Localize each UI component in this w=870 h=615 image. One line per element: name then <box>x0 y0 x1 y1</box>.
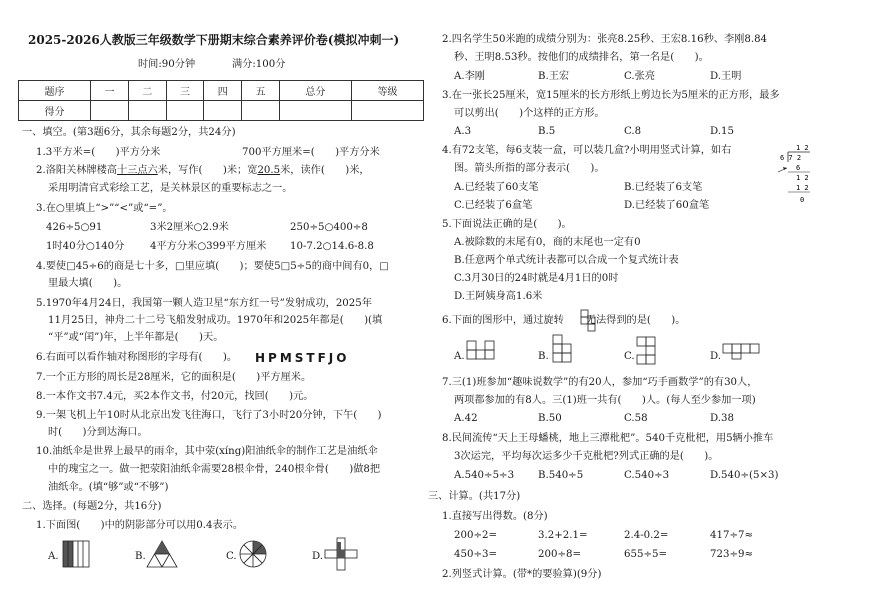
score-cell[interactable] <box>279 101 351 121</box>
option: B.王宏 <box>538 71 570 82</box>
question-text: 6.右面可以看作轴对称图形的字母有( )。 <box>36 352 238 363</box>
option: A.42 <box>454 413 478 424</box>
option: D.15 <box>710 126 735 137</box>
option: D.王明 <box>710 71 742 82</box>
score-table-row <box>19 101 424 121</box>
question-text: 1.下面图( )中的阴影部分可以用0.4表示。 <box>36 520 244 531</box>
question-text <box>442 314 685 328</box>
division-digit: 6 7 2 <box>780 154 802 162</box>
option: A.已经装了60支笔 <box>454 182 539 193</box>
score-table-header: 一 <box>91 81 129 101</box>
option: B.50 <box>538 413 562 424</box>
striped-square-figure <box>62 540 90 568</box>
question-text: 3.在○里填上“>”“<”或“=”。 <box>36 203 173 214</box>
compare-item: 1时40分○140分 <box>46 241 125 252</box>
option-label: D. <box>710 351 722 362</box>
question-text: “平”或“闰”)年，上半年都是( )天。 <box>48 332 224 343</box>
question-text: 5.下面说法正确的是( )。 <box>442 219 572 230</box>
question-text: 2.洛阳关林牌楼高 <box>36 165 118 176</box>
score-table <box>18 80 424 121</box>
division-digit: 1 2 <box>796 184 809 192</box>
option-label: B. <box>538 351 549 362</box>
shape-option-d <box>722 343 762 361</box>
option: C.已经装了6盒笔 <box>454 200 533 211</box>
question-text: 1.直接写出得数。(8分) <box>442 511 548 522</box>
compare-item: 250÷5○400÷8 <box>290 222 368 233</box>
score-table-header: 等级 <box>351 81 423 101</box>
score-table-header: 五 <box>242 81 280 101</box>
circle-figure <box>238 539 268 569</box>
option: B.540÷5 <box>538 470 584 481</box>
question-text: 4.有72支笔，每6支装一盒，可以装几盒?小明用竖式计算，如右 <box>442 145 732 156</box>
calc-item: 723÷9≈ <box>710 549 753 560</box>
calc-item: 450÷3= <box>454 549 497 560</box>
option: D.540÷(5×3) <box>710 470 779 481</box>
calc-item: 200÷2= <box>454 530 497 541</box>
shape-option-a <box>466 340 502 364</box>
score-table-header: 总分 <box>279 81 351 101</box>
exam-full-score: 满分:100分 <box>232 59 286 70</box>
question-text: 里最大填( )。 <box>48 278 128 289</box>
calc-item: 3.2+2.1= <box>538 530 588 541</box>
compare-item: 3米2厘米○2.9米 <box>150 222 229 233</box>
question-text: 10.油纸伞是世界上最早的雨伞，其中荥(xíng)阳油纸伞的制作工艺是油纸伞 <box>36 446 378 457</box>
option: A.被除数的末尾有0，商的末尾也一定有0 <box>454 237 641 248</box>
option: C.3月30日的24时就是4月1日的0时 <box>454 273 619 284</box>
question-text: 9.一架飞机上午10时从北京出发飞往海口，飞行了3小时20分钟，下午( ) <box>36 410 382 421</box>
shape-option-b <box>552 334 578 368</box>
question-text: 图。箭头所指的部分表示( )。 <box>454 163 605 174</box>
triangle-figure <box>146 540 178 568</box>
question-text: 8.民间流传“天上王母蟠桃，地上三潭枇杷”。540千克枇杷，用5辆小推车 <box>442 433 774 444</box>
option-label: C. <box>226 551 237 562</box>
exam-time: 时间:90分钟 <box>138 59 196 70</box>
underlined-text: 20.5 <box>257 165 281 176</box>
underlined-text: 十三点六 <box>117 165 158 176</box>
division-digit: 1 2 <box>796 174 809 182</box>
calc-item: 2.4-0.2= <box>624 530 669 541</box>
question-text: 4.要使□45÷6的商是七十多，□里应填( )；要使5□5÷5的商中间有0，□ <box>36 261 389 272</box>
calc-item: 417÷7≈ <box>710 530 753 541</box>
option-label: C. <box>624 351 635 362</box>
option: D.王阿姨身高1.6米 <box>454 291 543 302</box>
question-text: 中的瑰宝之一。做一把荥阳油纸伞需要28根伞骨，240根伞骨( )做8把 <box>48 464 381 475</box>
long-division-figure <box>778 142 812 210</box>
section-heading: 一、填空。(第3题6分，其余每题2分，共24分) <box>22 127 236 138</box>
option: D.38 <box>710 413 735 424</box>
option: B.已经装了6支笔 <box>624 182 703 193</box>
letters-display: HPMSTFJO <box>255 351 350 365</box>
division-digit: 0 <box>800 196 805 204</box>
score-cell[interactable] <box>166 101 204 121</box>
option: B.5 <box>538 126 556 137</box>
option: C.8 <box>624 126 642 137</box>
cross-figure <box>324 537 358 571</box>
score-table-header: 三 <box>166 81 204 101</box>
question-text: 3.在一张长25厘米，宽15厘米的长方形纸上剪边长为5厘米的正方形，最多 <box>442 90 780 101</box>
option: C.540÷3 <box>624 470 670 481</box>
score-cell[interactable] <box>351 101 423 121</box>
option: C.58 <box>624 413 648 424</box>
option: A.3 <box>454 126 472 137</box>
question-text: 时( )分到达海口。 <box>48 427 148 438</box>
question-text: 700平方厘米=( )平方分米 <box>242 147 380 158</box>
page-title: 2025-2026人教版三年级数学下册期末综合素养评价卷(模拟冲刺一) <box>28 33 400 47</box>
division-digit: 6 <box>796 164 801 172</box>
question-text: 8.一本作文书7.4元，买2本作文书，付20元，找回( )元。 <box>36 391 314 402</box>
score-table-header-row <box>19 81 424 101</box>
score-table-header: 二 <box>128 81 166 101</box>
question-text: 两项都参加的有8人。三(1)班一共有( )人。(每人至少参加一项) <box>454 395 756 406</box>
question-text: 3次运完，平均每次运多少千克枇杷?列式正确的是( )。 <box>454 451 719 462</box>
score-row-label: 得分 <box>19 101 91 121</box>
question-text: 米，读作( )米， <box>280 165 370 176</box>
section-heading: 三、计算。(共17分) <box>428 491 521 502</box>
question-text: 无法得到的是( )。 <box>585 315 686 326</box>
option-label: A. <box>454 351 465 362</box>
question-text: 2.列竖式计算。(带*的要验算)(9分) <box>442 569 602 580</box>
score-table-header: 题序 <box>19 81 91 101</box>
question-text: 6.下面的图形中，通过旋转 <box>442 315 564 326</box>
score-table-header: 四 <box>204 81 242 101</box>
compare-item: 4平方分米○399平方厘米 <box>150 241 267 252</box>
question-text: 11月25日，神舟二十二号飞船发射成功。1970年和2025年都是( )(填 <box>48 315 383 326</box>
question-text: 秒、王明8.53秒。按他们的成绩排名，第一名是( )。 <box>454 52 709 63</box>
question-text: 1.3平方米=( )平方分米 <box>36 147 161 158</box>
option-label: B. <box>135 551 146 562</box>
section-heading: 二、选择。(每题2分，共16分) <box>22 501 162 512</box>
option: A.540÷5÷3 <box>454 470 515 481</box>
question-text: 7.三(1)班参加“趣味说数学”的有20人，参加“巧手画数学”的有30人， <box>442 377 758 388</box>
question-text: 7.一个正方形的周长是28厘米，它的面积是( )平方厘米。 <box>36 372 312 383</box>
score-cell[interactable] <box>91 101 129 121</box>
option-label: D. <box>312 551 324 562</box>
option: A.李刚 <box>454 71 485 82</box>
question-text: 2.四名学生50米跑的成绩分别为：张亮8.25秒、王宏8.16秒、李刚8.84 <box>442 34 768 45</box>
option: D.已经装了60盒笔 <box>624 200 710 211</box>
question-text: 可以剪出( )个这样的正方形。 <box>454 108 605 119</box>
division-digit: 1 2 <box>796 144 809 152</box>
reference-shape-icon <box>580 309 600 333</box>
calc-item: 200÷8= <box>538 549 581 560</box>
question-text: 米，写作( )米；宽 <box>157 165 258 176</box>
score-cell[interactable] <box>204 101 242 121</box>
question-text: 采用明清官式彩绘工艺，是关林景区的重要标志之一。 <box>48 183 293 194</box>
score-cell[interactable] <box>128 101 166 121</box>
question-text <box>36 164 370 178</box>
calc-item: 655÷5= <box>624 549 667 560</box>
shape-option-c <box>636 336 662 366</box>
option-label: A. <box>48 551 59 562</box>
question-text: 人。(每人至少参加一项) <box>645 395 756 406</box>
score-cell[interactable] <box>242 101 280 121</box>
compare-item: 10-7.2○14.6-8.8 <box>290 241 374 252</box>
question-text: 5.1970年4月24日，我国第一颗人造卫星“东方红一号”发射成功，2025年 <box>36 298 372 309</box>
option: B.任意两个单式统计表都可以合成一个复式统计表 <box>454 255 679 266</box>
option: C.张亮 <box>624 71 656 82</box>
compare-item: 426÷5○91 <box>46 222 103 233</box>
question-text: 油纸伞。(填“够”或“不够”) <box>48 482 169 493</box>
